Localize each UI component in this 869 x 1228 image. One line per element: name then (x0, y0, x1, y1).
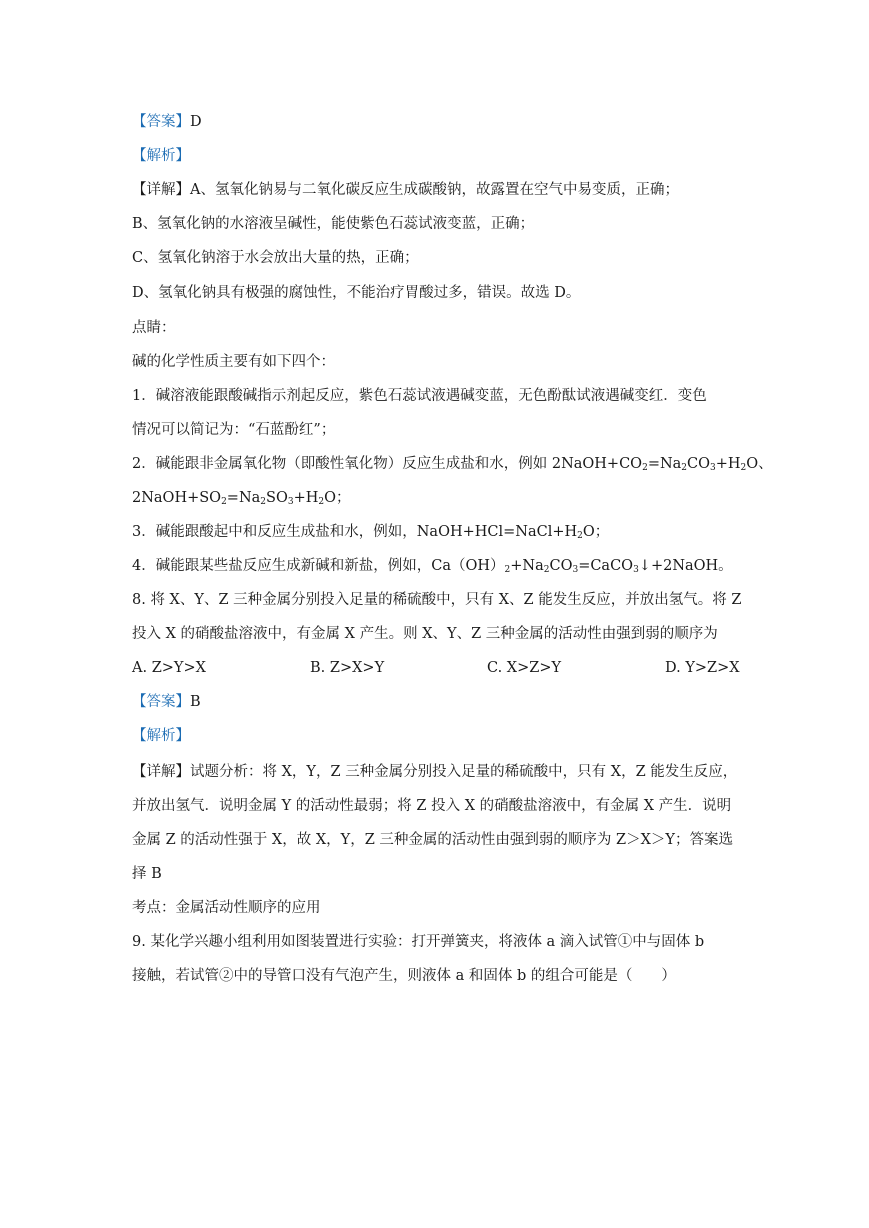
answer-value: B (190, 694, 201, 710)
answer-value: D (190, 114, 202, 130)
property-3-line: 3．碱能跟酸起中和反应生成盐和水，例如，$NaOH+HCl=NaCl+H_2O$； (132, 524, 610, 541)
q8-option-d: D. Y>Z>X (665, 660, 740, 676)
q8-option-b: B. Z>X>Y (310, 660, 385, 676)
q8-answer-line (132, 692, 201, 712)
detail-text: A、氢氧化钠易与二氧化碳反应生成碳酸钠，故露置在空气中易变质，正确； (190, 182, 679, 198)
q8-analysis-label (132, 726, 190, 746)
analysis-label: 【解析】 (132, 728, 190, 744)
detail-label: 【详解】 (132, 182, 190, 198)
equation-caoh2: $Ca(OH)_2+Na_2CO_3=CaCO_3↓+2NaOH$。 (431, 558, 733, 575)
property-4-line: 4．碱能跟某些盐反应生成新碱和新盐，例如，$Ca(OH)_2+Na_2CO_3=CaCO_3↓+2NaOH$。 (132, 558, 733, 575)
q7-line-c: C、氢氧化钠溶于水会放出大量的热，正确； (132, 250, 419, 266)
q8-detail-line-2: 并放出氢气．说明金属 Y 的活动性最弱；将 Z 投入 X 的硝酸盐溶液中，有金属 X 产生．说明 (132, 798, 732, 814)
q8-option-a: A. Z>Y>X (132, 660, 206, 676)
equation-hcl: $NaOH+HCl=NaCl+H_2O$； (416, 524, 610, 541)
dianjing-label: 点睛： (132, 320, 176, 336)
q8-stem-line-1: 8. 将 X、Y、Z 三种金属分别投入足量的稀硫酸中，只有 X、Z 能发生反应，并放出氢气。将 Z (132, 592, 742, 608)
q7-line-b: B、氢氧化钠的水溶液呈碱性，能使紫色石蕊试液变蓝，正确； (132, 216, 535, 232)
q7-analysis-label (132, 146, 190, 166)
q8-stem-line-2: 投入 X 的硝酸盐溶液中，有金属 X 产生。则 X、Y、Z 三种金属的活动性由强到弱的顺序为 (132, 626, 718, 642)
q8-option-c: C. X>Z>Y (487, 660, 562, 676)
q8-detail-line-1: 【详解】试题分析：将 X，Y，Z 三种金属分别投入足量的稀硫酸中，只有 X，Z 能发生反应， (132, 764, 738, 780)
q9-stem-line-2: 接触，若试管②中的导管口没有气泡产生，则液体 a 和固体 b 的组合可能是（ ） (132, 968, 676, 984)
answer-label: 【答案】 (132, 114, 190, 130)
equation-co2: $2NaOH+CO_2=Na_2CO_3+H_2O$、 (551, 456, 773, 473)
property-1-line-1: 1．碱溶液能跟酸碱指示剂起反应，紫色石蕊试液遇碱变蓝，无色酚酞试液遇碱变红．变色 (132, 388, 707, 404)
q9-stem-line-1: 9. 某化学兴趣小组利用如图装置进行实验：打开弹簧夹，将液体 a 滴入试管①中与固体 b (132, 934, 705, 950)
q8-kaodian: 考点：金属活动性顺序的应用 (132, 900, 321, 916)
q7-detail-line (132, 180, 679, 200)
analysis-label: 【解析】 (132, 148, 190, 164)
q8-detail-line-3: 金属 Z 的活动性强于 X，故 X，Y，Z 三种金属的活动性由强到弱的顺序为 Z＞X＞Y；答案选 (132, 832, 733, 848)
equation-so2: $2NaOH+SO_2=Na_2SO_3+H_2O$； (132, 490, 351, 507)
q8-detail-line-4: 择 B (132, 866, 162, 882)
property-1-line-2: 情况可以简记为：“石蓝酚红”； (132, 422, 336, 438)
detail-label: 【详解】 (132, 764, 190, 780)
q7-line-d: D、氢氧化钠具有极强的腐蚀性，不能治疗胃酸过多，错误。故选 D。 (132, 285, 581, 301)
property-2-text: 2．碱能跟非金属氧化物（即酸性氧化物）反应生成盐和水，例如 (132, 456, 552, 472)
answer-label: 【答案】 (132, 694, 190, 710)
base-properties-intro: 碱的化学性质主要有如下四个： (132, 354, 335, 370)
property-2-line-1 (132, 454, 773, 474)
q7-answer-line (132, 112, 202, 132)
